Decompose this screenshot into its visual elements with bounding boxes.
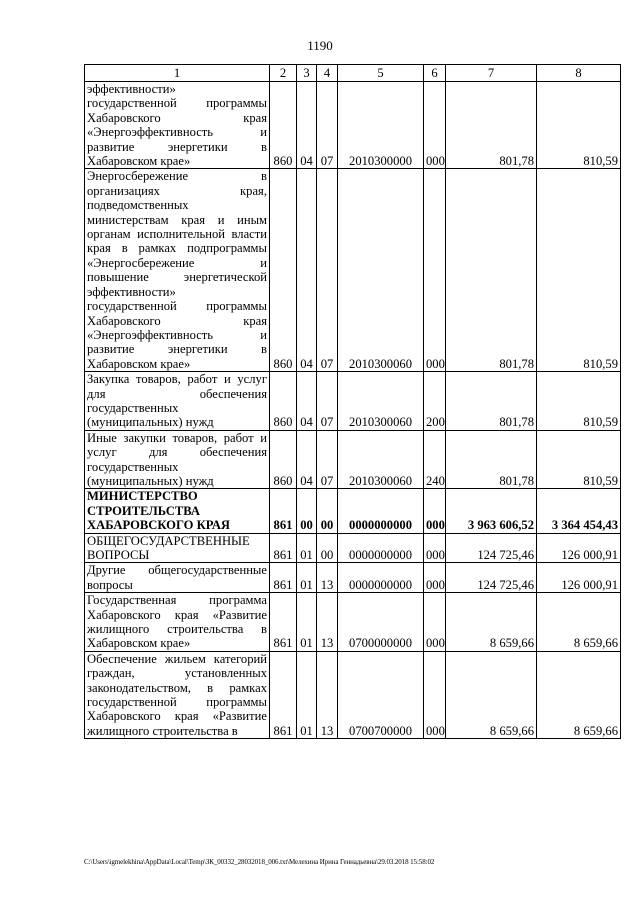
table-row: [85, 372, 621, 431]
section-code-cell: 01: [297, 563, 317, 593]
header-cell: 2: [270, 65, 297, 82]
table-row: [85, 563, 621, 593]
section-code-cell: 01: [297, 533, 317, 563]
amount-2020-cell: 810,59: [537, 82, 621, 169]
subsection-code-cell: 13: [317, 563, 338, 593]
table-row: [85, 169, 621, 372]
row-name-cell: Государственная программа Хабаровского края «Развитие жилищного строительства в Хабаровском крае»: [85, 593, 270, 652]
amount-2019-cell: 801,78: [446, 169, 537, 372]
target-article-cell: 0700000000: [338, 593, 424, 652]
table-row: [85, 489, 621, 533]
amount-2020-cell: 126 000,91: [537, 563, 621, 593]
row-name-cell: МИНИСТЕРСТВО СТРОИТЕЛЬСТВА ХАБАРОВСКОГО КРАЯ: [85, 489, 270, 533]
section-code-cell: 00: [297, 489, 317, 533]
subsection-code-cell: 13: [317, 651, 338, 738]
header-cell: 7: [446, 65, 537, 82]
expense-type-cell: 000: [424, 593, 446, 652]
amount-2019-cell: 124 725,46: [446, 563, 537, 593]
amount-2020-cell: 810,59: [537, 430, 621, 489]
budget-table: [84, 64, 621, 739]
ministry-code-cell: 861: [270, 651, 297, 738]
expense-type-cell: 000: [424, 82, 446, 169]
expense-type-cell: 200: [424, 372, 446, 431]
row-name-cell: Иные закупки товаров, работ и услуг для обеспечения государственных (муниципальных) нужд: [85, 430, 270, 489]
amount-2020-cell: 126 000,91: [537, 533, 621, 563]
expense-type-cell: 000: [424, 563, 446, 593]
header-cell: 6: [424, 65, 446, 82]
amount-2020-cell: 810,59: [537, 169, 621, 372]
section-code-cell: 04: [297, 82, 317, 169]
target-article-cell: 2010300000: [338, 82, 424, 169]
amount-2020-cell: 8 659,66: [537, 593, 621, 652]
ministry-code-cell: 861: [270, 563, 297, 593]
row-name-cell: эффективности» государственной программы Хабаровского края «Энергоэффективность и развитие энергетики в Хабаровском крае»: [85, 82, 270, 169]
subsection-code-cell: 07: [317, 372, 338, 431]
amount-2019-cell: 3 963 606,52: [446, 489, 537, 533]
subsection-code-cell: 00: [317, 533, 338, 563]
section-code-cell: 04: [297, 372, 317, 431]
expense-type-cell: 000: [424, 651, 446, 738]
amount-2019-cell: 801,78: [446, 430, 537, 489]
ministry-code-cell: 861: [270, 489, 297, 533]
target-article-cell: 0700700000: [338, 651, 424, 738]
amount-2019-cell: 8 659,66: [446, 651, 537, 738]
row-name-cell: Энергосбережение в организациях края, подведомственных министерствам края и иным органам исполнительной власти края в рамках подпрограммы «Энергосбережение и повышение энергетической эффективности» государственной программы Хабаровского края «Энергоэффективность и развитие энергетики в Хабаровском крае»: [85, 169, 270, 372]
ministry-code-cell: 861: [270, 533, 297, 563]
expense-type-cell: 000: [424, 169, 446, 372]
expense-type-cell: 000: [424, 489, 446, 533]
target-article-cell: 0000000000: [338, 533, 424, 563]
row-name-cell: ОБЩЕГОСУДАРСТВЕННЫЕ ВОПРОСЫ: [85, 533, 270, 563]
target-article-cell: 2010300060: [338, 372, 424, 431]
subsection-code-cell: 07: [317, 430, 338, 489]
amount-2019-cell: 8 659,66: [446, 593, 537, 652]
section-code-cell: 01: [297, 593, 317, 652]
target-article-cell: 0000000000: [338, 563, 424, 593]
ministry-code-cell: 861: [270, 593, 297, 652]
table-header-row: [85, 65, 621, 82]
header-cell: 4: [317, 65, 338, 82]
table-row: [85, 533, 621, 563]
subsection-code-cell: 07: [317, 169, 338, 372]
expense-type-cell: 000: [424, 533, 446, 563]
amount-2020-cell: 8 659,66: [537, 651, 621, 738]
header-cell: 3: [297, 65, 317, 82]
target-article-cell: 2010300060: [338, 169, 424, 372]
ministry-code-cell: 860: [270, 430, 297, 489]
section-code-cell: 04: [297, 169, 317, 372]
amount-2020-cell: 810,59: [537, 372, 621, 431]
ministry-code-cell: 860: [270, 82, 297, 169]
section-code-cell: 01: [297, 651, 317, 738]
subsection-code-cell: 07: [317, 82, 338, 169]
amount-2019-cell: 801,78: [446, 372, 537, 431]
ministry-code-cell: 860: [270, 372, 297, 431]
expense-type-cell: 240: [424, 430, 446, 489]
table-row: [85, 430, 621, 489]
amount-2019-cell: 124 725,46: [446, 533, 537, 563]
header-cell: 1: [85, 65, 270, 82]
row-name-cell: Обеспечение жильем категорий граждан, установленных законодательством, в рамках государственной программы Хабаровского края «Развитие жилищного строительства в: [85, 651, 270, 738]
section-code-cell: 04: [297, 430, 317, 489]
page-number: 1190: [307, 38, 333, 53]
table-row: [85, 82, 621, 169]
table-row: [85, 593, 621, 652]
header-cell: 5: [338, 65, 424, 82]
file-path-footer: C:\Users\igmelekhina\AppData\Local\Temp\ЗК_00332_28032018_006.txt\Мелехина Ирина Геннадьевна\29.03.2018 15:58:02: [84, 858, 435, 866]
amount-2019-cell: 801,78: [446, 82, 537, 169]
header-cell: 8: [537, 65, 621, 82]
table-body: [85, 82, 621, 739]
target-article-cell: 0000000000: [338, 489, 424, 533]
row-name-cell: Другие общегосударственные вопросы: [85, 563, 270, 593]
subsection-code-cell: 00: [317, 489, 338, 533]
table-row: [85, 651, 621, 738]
ministry-code-cell: 860: [270, 169, 297, 372]
subsection-code-cell: 13: [317, 593, 338, 652]
target-article-cell: 2010300060: [338, 430, 424, 489]
amount-2020-cell: 3 364 454,43: [537, 489, 621, 533]
row-name-cell: Закупка товаров, работ и услуг для обеспечения государственных (муниципальных) нужд: [85, 372, 270, 431]
